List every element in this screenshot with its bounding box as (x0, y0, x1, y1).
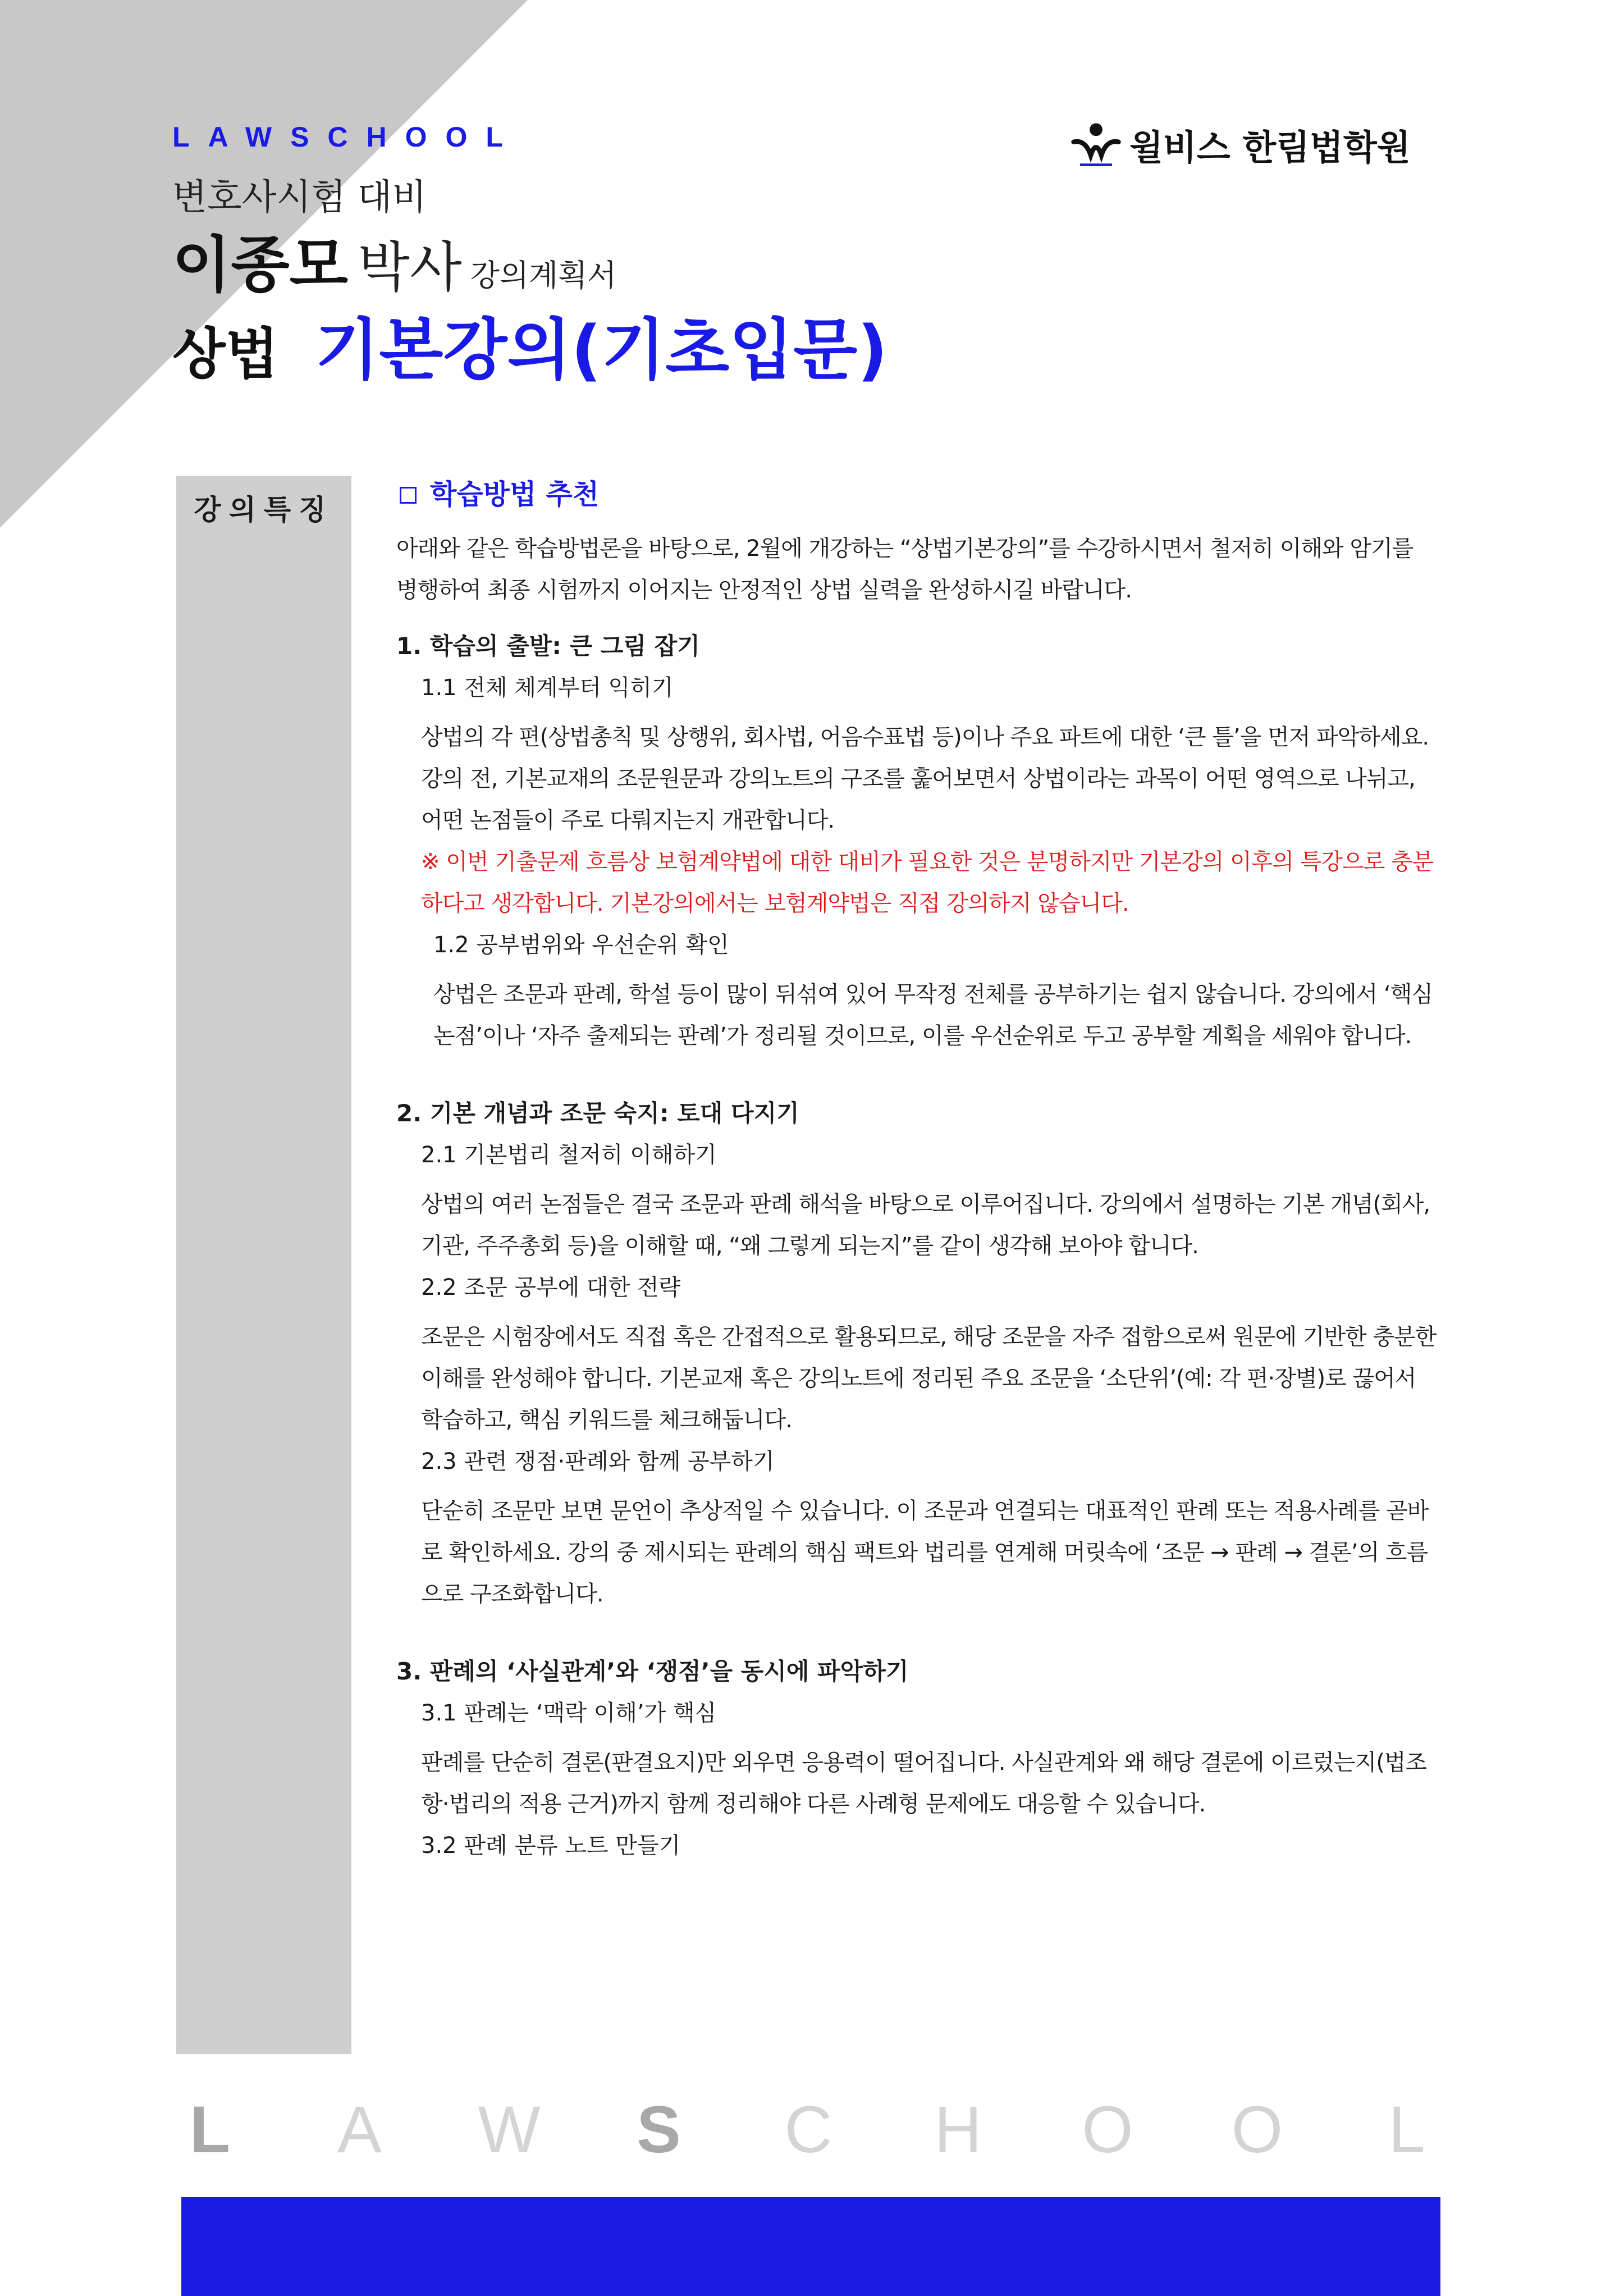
exam-subtitle: 변호사시험 대비 (172, 177, 427, 218)
lecturer-name: 이종모 (172, 230, 348, 300)
heading-3-2: 3.2 판례 분류 노트 만들기 (421, 1833, 681, 1859)
checkbox-square-icon (400, 487, 417, 504)
heading-3: 3. 판례의 ‘사실관계’와 ‘쟁점’을 동시에 파악하기 (396, 1658, 909, 1685)
main-content (396, 473, 1440, 1866)
document-type: 강의계획서 (470, 258, 617, 293)
subject-name: 상법 (172, 322, 279, 386)
footer-letter: O (1231, 2093, 1283, 2167)
footer-letter: H (934, 2093, 982, 2167)
heading-1-1: 1.1 전체 체계부터 익히기 (421, 675, 674, 701)
heading-2: 2. 기본 개념과 조문 숙지: 토대 다지기 (396, 1099, 799, 1127)
footer-letter: L (189, 2093, 231, 2167)
paragraph-1-1: 상법의 각 편(상법총칙 및 상행위, 회사법, 어음수표법 등)이나 주요 파트에 대한 ‘큰 틀’을 먼저 파악하세요. 강의 전, 기본교재의 조문원문과 강의노트의 구조를 훑어보면서 상법이라는 과목이 어떤 영역으로 나뉘고, 어떤 논점들이 주로 다뤄지는지 개관합니다. (421, 724, 1429, 833)
lecturer-degree: 박사 (358, 236, 462, 299)
footer-wordmark (176, 2092, 1440, 2168)
exam-note-red: ※ 이번 기출문제 흐름상 보험계약법에 대한 대비가 필요한 것은 분명하지만 기본강의 이후의 특강으로 충분하다고 생각합니다. 기본강의에서는 보험계약법은 직접 강의하지 않습니다. (421, 849, 1434, 916)
footer-letter: A (337, 2093, 382, 2167)
heading-1-2: 1.2 공부범위와 우선순위 확인 (433, 932, 729, 958)
intro-paragraph: 아래와 같은 학습방법론을 바탕으로, 2월에 개강하는 “상법기본강의”를 수강하시면서 철저히 이해와 암기를 병행하여 최종 시험까지 이어지는 안정적인 상법 실력을 완성하시길 바랍니다. (396, 536, 1413, 603)
academy-logo (1069, 118, 1411, 171)
heading-2-1: 2.1 기본법리 철저히 이해하기 (421, 1142, 717, 1168)
course-line (172, 296, 888, 392)
section-title-text: 학습방법 추천 (430, 478, 600, 510)
logo-text: 윌비스 한림법학원 (1129, 127, 1411, 168)
heading-1: 1. 학습의 출발: 큰 그림 잡기 (396, 632, 700, 660)
paragraph-3-1: 판례를 단순히 결론(판결요지)만 외우면 응용력이 떨어집니다. 사실관계와 왜 해당 결론에 이르렀는지(법조항·법리의 적용 근거)까지 함께 정리해야 다른 사례형 문제에도 대응할 수 있습니다. (421, 1750, 1427, 1817)
footer-letter: W (478, 2093, 541, 2167)
sidebar-panel (176, 476, 351, 2054)
lawschool-wordmark: LAWSCHOOL (172, 121, 521, 153)
footer-letter: C (784, 2093, 832, 2167)
footer-letter: L (1388, 2093, 1425, 2167)
paragraph-2-3: 단순히 조문만 보면 문언이 추상적일 수 있습니다. 이 조문과 연결되는 대표적인 판례 또는 적용사례를 곧바로 확인하세요. 강의 중 제시되는 판례의 핵심 팩트와 법리를 연계해 머릿속에 ‘조문 → 판례 → 결론’의 흐름으로 구조화합니다. (421, 1498, 1429, 1607)
paragraph-2-2: 조문은 시험장에서도 직접 혹은 간접적으로 활용되므로, 해당 조문을 자주 접함으로써 원문에 기반한 충분한 이해를 완성해야 합니다. 기본교재 혹은 강의노트에 정리된 주요 조문을 ‘소단위’(예: 각 편·장별)로 끊어서 학습하고, 핵심 키워드를 체크해둡니다. (421, 1324, 1437, 1433)
section-title (396, 473, 1440, 512)
heading-3-1: 3.1 판례는 ‘맥락 이해’가 핵심 (421, 1700, 717, 1726)
paragraph-2-1: 상법의 여러 논점들은 결국 조문과 판례 해석을 바탕으로 이루어집니다. 강의에서 설명하는 기본 개념(회사, 기관, 주주총회 등)을 이해할 때, “왜 그렇게 되는지”를 같이 생각해 보아야 합니다. (421, 1192, 1430, 1259)
heading-2-3: 2.3 관련 쟁점·판례와 함께 공부하기 (421, 1449, 775, 1475)
footer-blue-bar (181, 2197, 1440, 2296)
heading-2-2: 2.2 조문 공부에 대한 전략 (421, 1275, 681, 1300)
lecturer-line (172, 216, 616, 303)
logo-figure-icon (1069, 118, 1123, 171)
sidebar-label: 강의특징 (194, 494, 334, 526)
footer-letter: O (1082, 2093, 1133, 2167)
paragraph-1-2: 상법은 조문과 판례, 학설 등이 많이 뒤섞여 있어 무작정 전체를 공부하기는 쉽지 않습니다. 강의에서 ‘핵심 논점’이나 ‘자주 출제되는 판례’가 정리될 것이므로, 이를 우선순위로 두고 공부할 계획을 세워야 합니다. (433, 982, 1433, 1049)
course-title: 기본강의(기초입문) (315, 311, 888, 389)
footer-letter: S (637, 2093, 681, 2167)
